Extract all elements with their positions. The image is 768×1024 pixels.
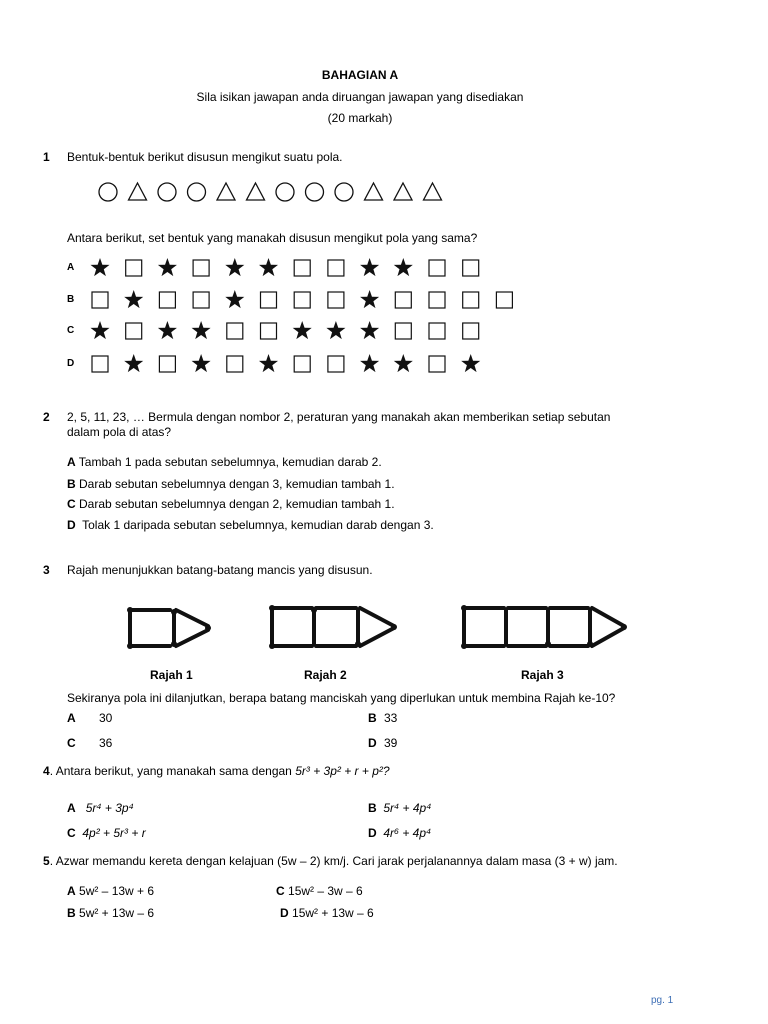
q4-expression: 5r³ + 3p² + r + p²? <box>295 764 390 778</box>
option-label: A <box>67 455 76 469</box>
square-shape <box>429 323 445 339</box>
circle-shape <box>99 183 117 201</box>
star-shape <box>394 354 413 372</box>
square-shape <box>294 292 310 308</box>
star-shape <box>90 258 109 276</box>
star-shape <box>225 290 244 308</box>
q5-option-d[interactable] <box>280 906 374 920</box>
option-label: D <box>280 906 289 920</box>
option-label: C <box>67 826 76 840</box>
star-shape <box>360 354 379 372</box>
option-label: B <box>67 906 76 920</box>
option-text: 5r⁴ + 3p⁴ <box>85 801 134 815</box>
figure-3-label: Rajah 3 <box>521 668 564 682</box>
matchstick-figure-1 <box>118 598 228 654</box>
marks-note: (20 markah) <box>327 111 393 125</box>
square-shape <box>227 356 243 372</box>
option-text: 5w² + 13w – 6 <box>79 906 155 920</box>
option-text: Tolak 1 daripada sebutan sebelumnya, kemudian darab dengan 3. <box>82 518 434 532</box>
q1-option-d-label[interactable]: D <box>67 358 75 369</box>
circle-shape <box>276 183 294 201</box>
star-shape <box>360 290 379 308</box>
square-shape <box>159 356 175 372</box>
q2-option-b[interactable] <box>67 477 395 491</box>
circle-shape <box>158 183 176 201</box>
q2-option-d[interactable] <box>67 518 434 532</box>
q4-stem-text: . Antara berikut, yang manakah sama dengan <box>49 764 296 778</box>
matchstick-figure-2 <box>262 598 412 654</box>
square-shape <box>294 260 310 276</box>
circle-shape <box>335 183 353 201</box>
q3-option-a[interactable] <box>67 711 113 725</box>
q1-shape-pattern <box>96 180 476 204</box>
option-text: 4r⁶ + 4p⁴ <box>383 826 432 840</box>
option-label: A <box>67 884 76 898</box>
star-shape <box>158 321 177 339</box>
q2-option-c[interactable] <box>67 497 395 511</box>
star-shape <box>326 321 345 339</box>
option-label: A <box>67 711 76 725</box>
square-shape <box>328 260 344 276</box>
q4-option-a[interactable] <box>67 801 134 815</box>
square-shape <box>261 323 277 339</box>
square-shape <box>261 292 277 308</box>
q5-option-a[interactable] <box>67 884 154 898</box>
star-shape <box>158 258 177 276</box>
option-text: 33 <box>384 711 398 725</box>
option-label: B <box>67 477 76 491</box>
square-shape <box>193 292 209 308</box>
q4-option-c[interactable] <box>67 826 146 840</box>
q1-option-d-shapes[interactable] <box>88 352 518 376</box>
square-shape <box>429 292 445 308</box>
square-shape <box>126 323 142 339</box>
star-shape <box>394 258 413 276</box>
star-shape <box>461 354 480 372</box>
triangle-shape <box>247 183 265 200</box>
square-shape <box>227 323 243 339</box>
option-label: D <box>368 736 377 750</box>
option-text: 30 <box>99 711 113 725</box>
star-shape <box>192 354 211 372</box>
q5-option-c[interactable] <box>276 884 363 898</box>
triangle-shape <box>365 183 383 200</box>
matchstick-figure-3 <box>454 598 644 654</box>
q1-option-a-shapes[interactable] <box>88 256 518 280</box>
star-shape <box>259 354 278 372</box>
q1-question: Antara berikut, set bentuk yang manakah disusun mengikut pola yang sama? <box>67 231 478 245</box>
square-shape <box>328 356 344 372</box>
star-shape <box>293 321 312 339</box>
star-shape <box>360 321 379 339</box>
section-title: BAHAGIAN A <box>321 68 399 82</box>
q3-stem: Rajah menunjukkan batang-batang mancis yang disusun. <box>67 563 373 577</box>
square-shape <box>294 356 310 372</box>
square-shape <box>159 292 175 308</box>
q5-stem <box>43 854 618 868</box>
circle-shape <box>188 183 206 201</box>
star-shape <box>259 258 278 276</box>
star-shape <box>90 321 109 339</box>
option-label: D <box>368 826 377 840</box>
star-shape <box>124 290 143 308</box>
q1-option-c-shapes[interactable] <box>88 319 518 343</box>
square-shape <box>92 292 108 308</box>
option-text: 36 <box>99 736 113 750</box>
q3-option-c[interactable] <box>67 736 113 750</box>
square-shape <box>429 260 445 276</box>
triangle-shape <box>394 183 412 200</box>
option-label: D <box>67 518 76 532</box>
option-label: B <box>368 711 377 725</box>
star-shape <box>225 258 244 276</box>
option-label: C <box>67 497 76 511</box>
q1-option-b-label[interactable]: B <box>67 294 75 305</box>
square-shape <box>126 260 142 276</box>
square-shape <box>463 323 479 339</box>
q5-number: 5 <box>43 854 50 868</box>
q2-stem-line1: 2, 5, 11, 23, … Bermula dengan nombor 2, peraturan yang manakah akan memberikan setiap sebutan <box>67 410 611 424</box>
q5-option-b[interactable] <box>67 906 154 920</box>
q1-option-c-label[interactable]: C <box>67 325 75 336</box>
triangle-shape <box>424 183 442 200</box>
instructions: Sila isikan jawapan anda diruangan jawapan yang disediakan <box>196 90 524 104</box>
square-shape <box>395 323 411 339</box>
q5-stem-text: . Azwar memandu kereta dengan kelajuan (5w – 2) km/j. Cari jarak perjalanannya dalam masa (3 + w) jam. <box>49 854 618 868</box>
q4-option-d[interactable] <box>368 826 431 840</box>
q2-option-a[interactable] <box>67 455 382 469</box>
q2-stem-line2: dalam pola di atas? <box>67 425 172 439</box>
q4-number: 4 <box>43 764 50 778</box>
page-number: pg. 1 <box>651 995 674 1006</box>
option-text: Darab sebutan sebelumnya dengan 3, kemudian tambah 1. <box>79 477 395 491</box>
star-shape <box>192 321 211 339</box>
option-text: Darab sebutan sebelumnya dengan 2, kemudian tambah 1. <box>79 497 395 511</box>
q1-option-b-shapes[interactable] <box>88 288 518 312</box>
option-text: 39 <box>384 736 398 750</box>
triangle-shape <box>217 183 235 200</box>
square-shape <box>429 356 445 372</box>
square-shape <box>395 292 411 308</box>
option-text: 5r⁴ + 4p⁴ <box>383 801 432 815</box>
option-label: C <box>276 884 285 898</box>
q4-option-b[interactable] <box>368 801 431 815</box>
square-shape <box>92 356 108 372</box>
option-text: Tambah 1 pada sebutan sebelumnya, kemudian darab 2. <box>78 455 382 469</box>
q1-stem: Bentuk-bentuk berikut disusun mengikut suatu pola. <box>67 150 343 164</box>
q3-number: 3 <box>43 563 50 577</box>
q3-option-b[interactable] <box>368 711 398 725</box>
option-text: 15w² – 3w – 6 <box>288 884 363 898</box>
figure-1-label: Rajah 1 <box>150 668 193 682</box>
option-label: B <box>368 801 377 815</box>
option-text: 15w² + 13w – 6 <box>292 906 374 920</box>
triangle-shape <box>129 183 147 200</box>
q1-option-a-label[interactable]: A <box>67 262 75 273</box>
option-text: 5w² – 13w + 6 <box>79 884 155 898</box>
q3-option-d[interactable] <box>368 736 398 750</box>
option-text: 4p² + 5r³ + r <box>82 826 146 840</box>
q2-number: 2 <box>43 410 50 424</box>
circle-shape <box>306 183 324 201</box>
square-shape <box>463 260 479 276</box>
q1-number: 1 <box>43 150 50 164</box>
option-label: C <box>67 736 76 750</box>
square-shape <box>193 260 209 276</box>
option-label: A <box>67 801 76 815</box>
figure-2-label: Rajah 2 <box>304 668 347 682</box>
q4-stem <box>43 764 390 778</box>
square-shape <box>496 292 512 308</box>
star-shape <box>124 354 143 372</box>
star-shape <box>360 258 379 276</box>
square-shape <box>328 292 344 308</box>
q3-question: Sekiranya pola ini dilanjutkan, berapa batang manciskah yang diperlukan untuk membina Rajah ke-10? <box>67 691 616 705</box>
square-shape <box>463 292 479 308</box>
